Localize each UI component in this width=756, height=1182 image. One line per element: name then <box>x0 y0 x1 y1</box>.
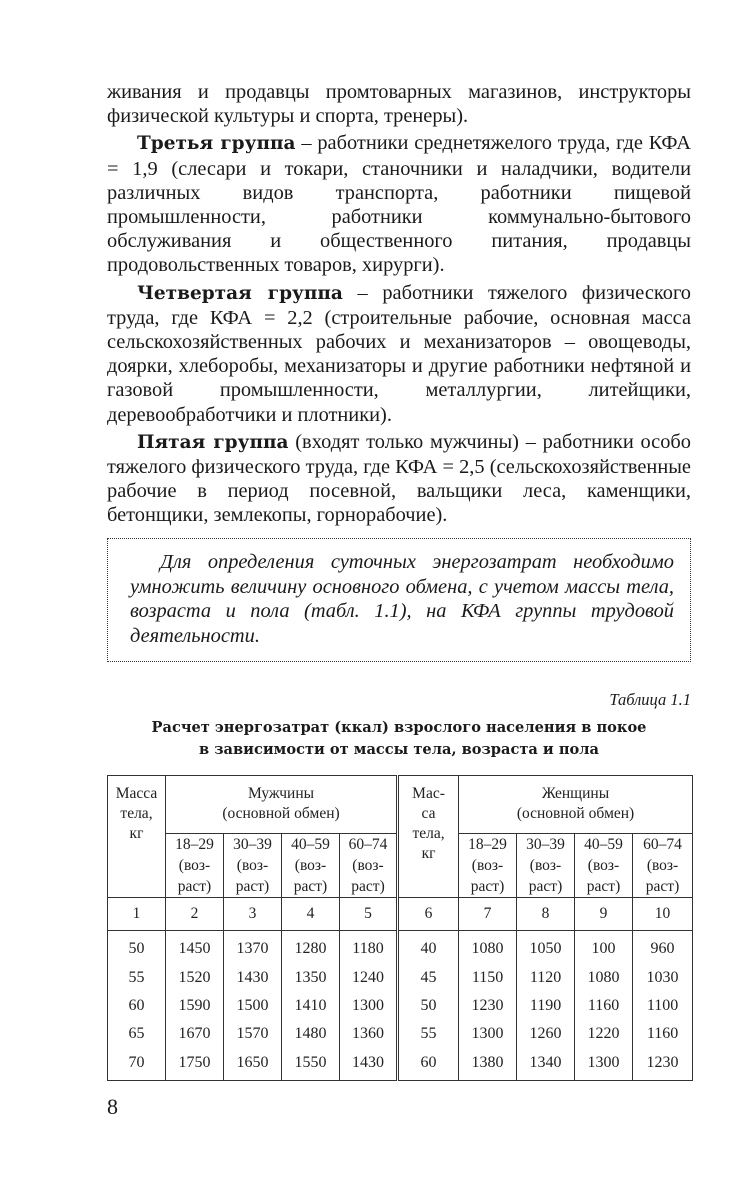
table-cell: 1550 <box>282 1049 340 1081</box>
paragraph-fourth-group <box>107 281 691 427</box>
paragraph-continuation: живания и продавцы промтоварных магазинов, инструкторы физической культуры и спорта, тренеры). <box>107 81 691 128</box>
page-number: 8 <box>107 1094 118 1119</box>
age-group-header: 40–59 (воз- раст) <box>575 834 633 898</box>
table-label: Таблица 1.1 <box>609 690 691 709</box>
table-cell: 45 <box>398 963 459 991</box>
age-group-header: 18–29 (воз- раст) <box>459 834 517 898</box>
table-row <box>108 1020 693 1048</box>
table-title-line: в зависимости от массы тела, возраста и пола <box>199 741 599 758</box>
column-number: 2 <box>166 898 224 931</box>
third-group-heading: Третья группа <box>137 133 296 155</box>
table-cell: 1190 <box>517 992 575 1020</box>
table-cell: 55 <box>108 963 166 991</box>
table-cell: 1120 <box>517 963 575 991</box>
table-cell: 1180 <box>340 931 398 964</box>
table-cell: 960 <box>633 931 693 964</box>
table-cell: 1300 <box>340 992 398 1020</box>
table-cell: 70 <box>108 1049 166 1081</box>
table-cell: 1500 <box>224 992 282 1020</box>
fourth-group-text: – работники тяжелого физического труда, где КФА = 2,2 (строительные рабочие, основная масса сельскохозяйственных рабочих и механизаторов – овощеводы, доярки, хлеборобы, механизаторы и другие работники нефтяной и газовой промышленности, металлургии, литейщики, деревообработчики и плотники). <box>107 281 691 426</box>
table-cell: 1380 <box>459 1049 517 1081</box>
table-cell: 1520 <box>166 963 224 991</box>
table-cell: 40 <box>398 931 459 964</box>
column-number: 10 <box>633 898 693 931</box>
age-group-header: 18–29 (воз- раст) <box>166 834 224 898</box>
table-cell: 1230 <box>633 1049 693 1081</box>
age-group-header: 30–39 (воз- раст) <box>224 834 282 898</box>
age-group-header: 60–74 (воз- раст) <box>633 834 693 898</box>
age-group-header: 40–59 (воз- раст) <box>282 834 340 898</box>
body-text <box>107 80 691 528</box>
table-row <box>108 931 693 964</box>
column-number: 1 <box>108 898 166 931</box>
column-number: 7 <box>459 898 517 931</box>
table-cell: 1570 <box>224 1020 282 1048</box>
table-cell: 1050 <box>517 931 575 964</box>
table-cell: 1150 <box>459 963 517 991</box>
table-title <box>107 717 691 761</box>
header-men: Мужчины (основной обмен) <box>166 776 398 834</box>
column-number: 9 <box>575 898 633 931</box>
table-cell: 1410 <box>282 992 340 1020</box>
paragraph-third-group <box>107 131 691 277</box>
header-women: Женщины (основной обмен) <box>459 776 693 834</box>
table-cell: 1030 <box>633 963 693 991</box>
table-cell: 1220 <box>575 1020 633 1048</box>
column-number: 3 <box>224 898 282 931</box>
table-cell: 1100 <box>633 992 693 1020</box>
column-number: 6 <box>398 898 459 931</box>
age-group-header: 60–74 (воз- раст) <box>340 834 398 898</box>
table-cell: 1260 <box>517 1020 575 1048</box>
table-cell: 100 <box>575 931 633 964</box>
fifth-group-text: (входят только мужчины) – работники особо тяжелого физического труда, где КФА = 2,5 (сельскохозяйственные рабочие в период посевной, вальщики леса, каменщики, бетонщики, землекопы, горнорабочие). <box>107 430 691 527</box>
table-cell: 50 <box>398 992 459 1020</box>
column-number: 8 <box>517 898 575 931</box>
table-cell: 1430 <box>224 963 282 991</box>
table-cell: 1080 <box>459 931 517 964</box>
table-row <box>108 1049 693 1081</box>
table-cell: 1670 <box>166 1020 224 1048</box>
table-cell: 65 <box>108 1020 166 1048</box>
table-cell: 1450 <box>166 931 224 964</box>
table-cell: 1360 <box>340 1020 398 1048</box>
table-cell: 60 <box>398 1049 459 1081</box>
column-number-row <box>108 898 693 931</box>
table-cell: 1160 <box>575 992 633 1020</box>
header-mass-women: Мас- са тела, кг <box>398 776 459 898</box>
table-cell: 1300 <box>575 1049 633 1081</box>
table-title-line: Расчет энергозатрат (ккал) взрослого населения в покое <box>151 719 647 736</box>
paragraph-fifth-group <box>107 430 691 528</box>
table-cell: 50 <box>108 931 166 964</box>
table-cell: 1590 <box>166 992 224 1020</box>
table-cell: 55 <box>398 1020 459 1048</box>
table-cell: 1340 <box>517 1049 575 1081</box>
table-cell: 1160 <box>633 1020 693 1048</box>
table-cell: 1750 <box>166 1049 224 1081</box>
table-cell: 1370 <box>224 931 282 964</box>
table-row <box>108 992 693 1020</box>
column-number: 4 <box>282 898 340 931</box>
energy-table <box>107 775 693 1081</box>
table-cell: 1080 <box>575 963 633 991</box>
callout-box: Для определения суточных энергозатрат необходимо умножить величину основного обмена, с учетом массы тела, возраста и пола (табл. 1.1), на КФА группы трудовой деятельности. <box>107 538 691 662</box>
table-cell: 60 <box>108 992 166 1020</box>
age-group-header: 30–39 (воз- раст) <box>517 834 575 898</box>
table-cell: 1280 <box>282 931 340 964</box>
table-cell: 1650 <box>224 1049 282 1081</box>
third-group-text: – работники среднетяжелого труда, где КФА = 1,9 (слесари и токари, станочники и наладчики, водители различных видов транспорта, работники пищевой промышленности, работники коммунально-бытового обслуживания и общественного питания, продавцы продовольственных товаров, хирурги). <box>107 132 691 277</box>
table-cell: 1480 <box>282 1020 340 1048</box>
table-cell: 1230 <box>459 992 517 1020</box>
table-cell: 1350 <box>282 963 340 991</box>
table-cell: 1240 <box>340 963 398 991</box>
fourth-group-heading: Четвертая группа <box>137 282 343 304</box>
table-cell: 1300 <box>459 1020 517 1048</box>
table-row <box>108 963 693 991</box>
table-cell: 1430 <box>340 1049 398 1081</box>
column-number: 5 <box>340 898 398 931</box>
header-mass-men: Масса тела, кг <box>108 776 166 898</box>
fifth-group-heading: Пятая группа <box>137 431 289 453</box>
